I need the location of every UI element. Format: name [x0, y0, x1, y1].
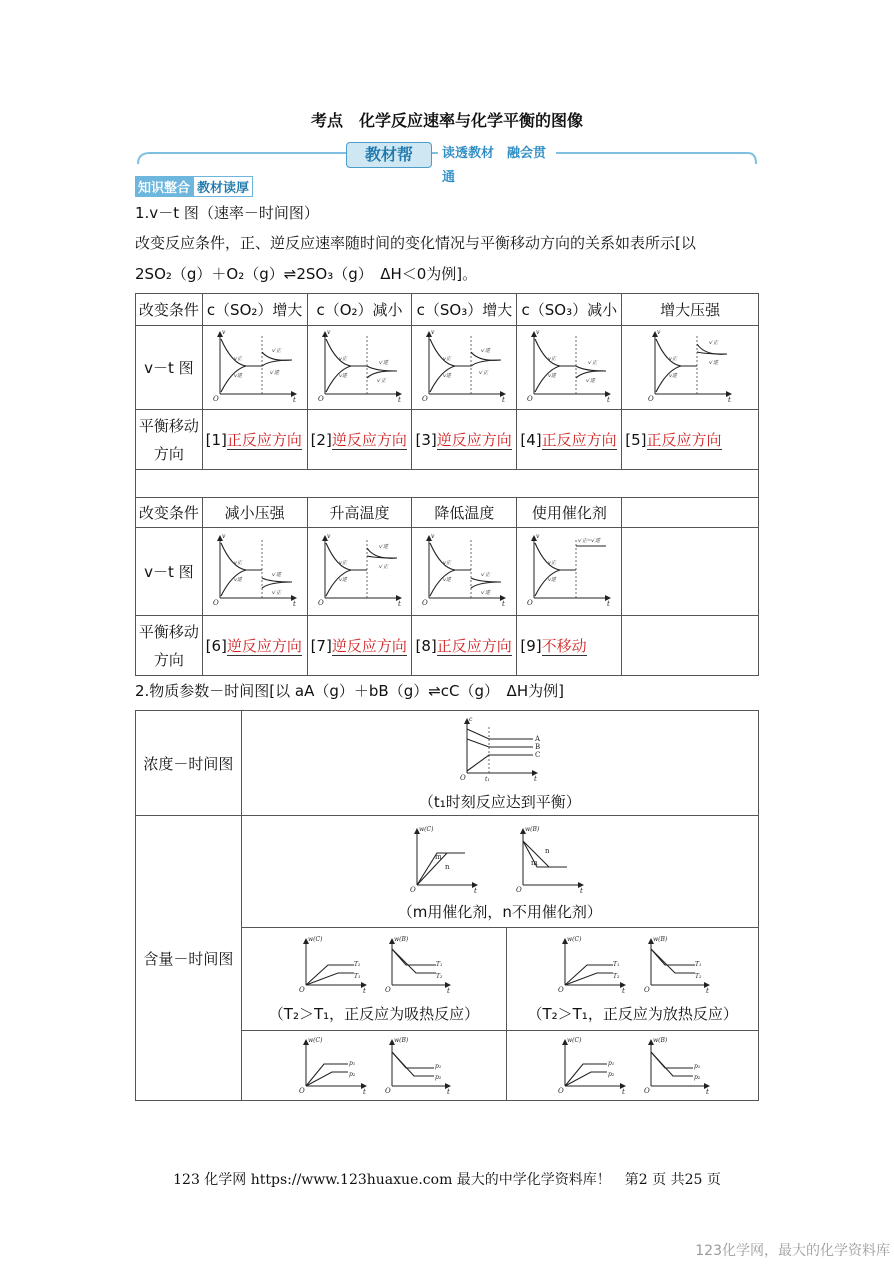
label-n: n	[444, 863, 450, 871]
curve-p2	[392, 1052, 434, 1076]
y-axis-label: v	[536, 328, 540, 336]
pressure-graphs-left	[294, 1034, 454, 1094]
origin-label: O	[557, 1086, 564, 1094]
section2-heading: 2.物质参数－时间图[以 aA（g）＋bB（g）⇌cC（g） ΔH为例]	[135, 682, 564, 700]
label-n: n	[544, 847, 550, 855]
curve-lower	[651, 949, 695, 973]
label-p1: p₁	[348, 1059, 356, 1067]
origin-label: O	[212, 394, 219, 403]
curve-lower	[392, 949, 436, 973]
v-reverse-curve	[326, 366, 367, 392]
y-axis-label: w(C)	[566, 935, 582, 943]
label-upper: T₂	[353, 960, 361, 968]
origin-label: O	[409, 886, 416, 893]
y-axis-label: w(C)	[307, 935, 323, 943]
label-p1: p₁	[693, 1062, 700, 1070]
y-axis-label: w(C)	[307, 1036, 323, 1044]
origin-label: O	[384, 985, 391, 993]
label-p2: p₂	[607, 1070, 614, 1078]
temperature-graphs-exothermic	[553, 935, 713, 993]
y-axis-label: v	[221, 328, 225, 336]
section1-intro-line1: 改变反应条件，正、逆反应速率随时间的变化情况与平衡移动方向的关系如表所示[以	[135, 234, 696, 252]
x-axis-label: t	[607, 599, 611, 608]
origin-label: O	[527, 394, 534, 403]
y-axis-label: v	[431, 328, 435, 336]
origin-label: O	[648, 394, 654, 403]
v-forward-new	[367, 370, 397, 377]
catalyst-graphs	[405, 821, 595, 893]
answer-cell: [1]正反应方向	[202, 410, 307, 470]
condition-cell: 升高温度	[307, 498, 412, 528]
x-axis-label: t	[502, 395, 506, 404]
catalyst-caption: （m用催化剂，n不用催化剂）	[397, 903, 602, 921]
v-forward-new	[471, 360, 501, 366]
v-reverse-new-label: v′逆	[378, 359, 388, 366]
v-reverse-curve	[221, 570, 262, 596]
vt-graph	[524, 532, 614, 608]
origin-label: O	[422, 598, 429, 607]
x-axis-label: t	[579, 887, 583, 893]
condition-cell: c（SO₃）增大	[412, 294, 517, 326]
label-lower: T₁	[353, 972, 361, 980]
y-axis-label: w(B)	[524, 826, 540, 833]
y-axis-label: v	[431, 532, 435, 540]
answer-text: 正反应方向	[646, 430, 722, 449]
answer-text: 逆反应方向	[436, 430, 512, 449]
row-label-content: 含量－时间图	[136, 816, 242, 1101]
v-forward-new-label: v′正	[588, 359, 598, 366]
answer-text: 正反应方向	[226, 430, 302, 449]
label-m: m	[434, 853, 442, 861]
empty-cell	[622, 616, 759, 676]
answer-cell: [2]逆反应方向	[307, 410, 412, 470]
answer-text: 逆反应方向	[331, 430, 407, 449]
v-forward-label: v正	[548, 355, 557, 362]
answer-cell: [8]正反应方向	[412, 616, 517, 676]
v-forward-new	[262, 582, 292, 588]
label-upper: T₁	[435, 960, 443, 968]
vt-graph-cell	[307, 528, 412, 616]
v-reverse-curve	[535, 570, 576, 596]
row-label-shift: 平衡移动 方向	[136, 410, 203, 470]
origin-label: O	[643, 1086, 650, 1094]
x-axis-label: t	[397, 395, 401, 404]
v-reverse-label: v逆	[548, 372, 557, 379]
v-reverse-label: v逆	[548, 576, 557, 583]
v-reverse-curve	[430, 366, 471, 392]
vt-graph	[645, 328, 735, 404]
condition-cell: c（SO₂）增大	[202, 294, 307, 326]
x-axis-label: t	[502, 599, 506, 608]
x-axis-label: t	[533, 774, 537, 783]
x-axis-label: t	[397, 599, 401, 608]
condition-cell: 增大压强	[622, 294, 759, 326]
vt-graph	[315, 532, 405, 608]
spacer-row	[136, 470, 759, 498]
x-axis-label: t	[705, 986, 709, 993]
curve-n	[417, 853, 447, 885]
watermark: 123化学网，最大的化学资料库	[695, 1243, 890, 1259]
v-reverse-new-label: v′逆	[481, 589, 491, 596]
row-label-graph: v－t 图	[136, 326, 203, 410]
section-banner	[136, 140, 758, 185]
curve-p1	[392, 1052, 434, 1068]
origin-label: O	[422, 394, 429, 403]
x-axis-label: t	[621, 1087, 625, 1094]
y-axis-label: v	[536, 532, 540, 540]
y-axis-label: v	[657, 328, 661, 336]
v-forward-label: v正	[548, 559, 557, 566]
answer-cell: [3]逆反应方向	[412, 410, 517, 470]
y-axis-label: w(C)	[566, 1036, 582, 1044]
endothermic-caption: （T₂＞T₁，正反应为吸热反应）	[268, 1004, 480, 1023]
label-B: B	[534, 742, 540, 751]
label-p2: p₂	[693, 1073, 700, 1081]
origin-label: O	[212, 598, 219, 607]
row-label-condition: 改变条件	[136, 498, 203, 528]
vt-graph	[419, 532, 509, 608]
x-axis-label: t	[607, 395, 611, 404]
tag-group	[135, 176, 253, 197]
banner-sub-label: 读透教材 融会贯通	[438, 142, 556, 166]
x-axis-label: t	[446, 986, 450, 993]
v-forward-new	[471, 578, 501, 582]
v-forward-label: v正	[338, 559, 347, 566]
vt-graph	[419, 328, 509, 404]
v-reverse-new	[262, 578, 292, 582]
v-reverse-label: v逆	[443, 372, 452, 379]
vt-graph-cell	[202, 326, 307, 410]
y-axis-label: w(C)	[418, 826, 434, 833]
x-axis-label: t	[621, 986, 625, 993]
condition-cell	[622, 498, 759, 528]
v-reverse-curve	[430, 570, 471, 596]
y-axis-label: c	[468, 715, 473, 723]
v-forward-label: v正	[233, 355, 242, 362]
pressure-graphs-right	[553, 1034, 713, 1094]
pressure-graph-cell-right	[507, 1031, 759, 1101]
origin-label: O	[384, 1086, 391, 1094]
y-axis-label: v	[221, 532, 225, 540]
section1-heading: 1.v－t 图（速率－时间图）	[135, 204, 319, 222]
label-upper: T₁	[694, 960, 702, 968]
banner-main-label: 教材帮	[346, 142, 432, 168]
v-reverse-label: v逆	[233, 576, 242, 583]
v-forward-new-label: v′正	[271, 589, 281, 596]
condition-cell: 减小压强	[202, 498, 307, 528]
v-forward-new-label: v′正	[479, 369, 489, 376]
curve-p1	[651, 1052, 693, 1068]
temperature-graph-cell-right	[507, 928, 759, 1031]
v-reverse-label: v逆	[338, 372, 347, 379]
vt-graph-cell	[622, 326, 759, 410]
origin-label: O	[298, 985, 305, 993]
row-label-shift: 平衡移动 方向	[136, 616, 203, 676]
condition-cell: c（O₂）减小	[307, 294, 412, 326]
concentration-graph-cell	[241, 711, 758, 816]
vt-graph	[210, 532, 300, 608]
label-p2: p₂	[434, 1073, 442, 1081]
answer-cell: [4]正反应方向	[517, 410, 622, 470]
answer-cell: [5]正反应方向	[622, 410, 759, 470]
v-reverse-new	[471, 582, 501, 588]
section1-intro-line2: 2SO₂（g）＋O₂（g）⇌2SO₃（g） ΔH＜0为例]。	[135, 265, 478, 283]
v-reverse-label: v逆	[669, 372, 677, 379]
catalyst-graph-cell	[241, 816, 758, 928]
x-axis-label: t	[292, 395, 296, 404]
row-label-condition: 改变条件	[136, 294, 203, 326]
vt-graph	[315, 328, 405, 404]
v-forward-label: v正	[669, 355, 677, 362]
label-upper: T₁	[612, 960, 620, 968]
answer-cell: [6]逆反应方向	[202, 616, 307, 676]
label-p1: p₁	[607, 1059, 614, 1067]
empty-cell	[622, 528, 759, 616]
curve-C	[467, 755, 533, 771]
param-time-table	[135, 710, 759, 1101]
x-axis-label: t	[362, 1087, 366, 1094]
answer-text: 正反应方向	[541, 430, 617, 449]
v-reverse-curve	[535, 366, 576, 392]
tag-knowledge: 知识整合	[135, 176, 193, 197]
v-forward-new-label: v′正	[378, 563, 388, 570]
page-title: 考点 化学反应速率与化学平衡的图像	[310, 111, 583, 130]
tag-textbook: 教材读厚	[193, 176, 253, 197]
label-p1: p₁	[434, 1062, 442, 1070]
y-axis-label: w(B)	[652, 935, 667, 943]
condition-cell: 使用催化剂	[517, 498, 622, 528]
origin-label: O	[643, 985, 650, 993]
label-C: C	[534, 750, 541, 759]
exothermic-caption: （T₂＞T₁，正反应为放热反应）	[527, 1004, 738, 1023]
vt-graph-cell	[202, 528, 307, 616]
answer-text: 逆反应方向	[331, 636, 407, 655]
origin-label: O	[515, 886, 522, 893]
origin-label: O	[317, 598, 324, 607]
curve-A	[467, 729, 533, 739]
v-forward-new	[576, 366, 606, 371]
y-axis-label: v	[326, 328, 330, 336]
x-axis-label: t	[292, 599, 296, 608]
temperature-graph-cell-left	[241, 928, 507, 1031]
v-reverse-label: v逆	[233, 372, 242, 379]
v-forward-new-label: v′正	[481, 571, 491, 578]
v-reverse-new	[367, 366, 397, 371]
v-reverse-new-label: v′逆	[378, 543, 388, 550]
x-axis-label: t	[446, 1087, 450, 1094]
label-m: m	[530, 859, 538, 867]
origin-label: O	[298, 1086, 305, 1094]
answer-text: 逆反应方向	[226, 636, 302, 655]
answer-text: 正反应方向	[436, 636, 512, 655]
v-reverse-new-label: v′逆	[586, 377, 596, 384]
condition-cell: c（SO₃）减小	[517, 294, 622, 326]
origin-label: O	[557, 985, 564, 993]
x-axis-label: t	[362, 986, 366, 993]
label-A: A	[534, 734, 540, 743]
answer-cell: [9]不移动	[517, 616, 622, 676]
vt-graph-cell	[517, 326, 622, 410]
page-footer: 123 化学网 https://www.123huaxue.com 最大的中学化学资料库！ 第2 页 共25 页	[173, 1172, 721, 1188]
curve-B	[467, 739, 533, 747]
x-axis-label: t	[728, 395, 731, 404]
origin-label: O	[317, 394, 324, 403]
vt-graph-cell	[307, 326, 412, 410]
v-forward-label: v正	[233, 559, 242, 566]
v-reverse-label: v逆	[443, 576, 452, 583]
v-forward-new-label: v′正	[271, 347, 281, 354]
temperature-graphs-endothermic	[294, 935, 454, 993]
label-lower: T₂	[612, 972, 620, 980]
v-reverse-new	[262, 360, 292, 366]
v-reverse-new-label: v′逆	[271, 571, 281, 578]
x-axis-label: t	[705, 1087, 709, 1094]
v-forward-label: v正	[443, 355, 452, 362]
y-axis-label: v	[326, 532, 330, 540]
v-reverse-curve	[326, 570, 367, 596]
concentration-caption: （t₁时刻反应达到平衡）	[418, 792, 581, 811]
answer-text: 不移动	[541, 636, 587, 655]
label-p2: p₂	[348, 1070, 356, 1078]
vt-graph	[524, 328, 614, 404]
condition-cell: 降低温度	[412, 498, 517, 528]
answer-cell: [7]逆反应方向	[307, 616, 412, 676]
v-reverse-new-label: v′逆	[709, 359, 719, 366]
pressure-graph-cell-left	[241, 1031, 507, 1101]
origin-label: O	[459, 773, 466, 782]
v-reverse-new-label: v′逆	[269, 369, 279, 376]
vt-graph-cell	[517, 528, 622, 616]
origin-label: O	[527, 598, 534, 607]
v-reverse-new-label: v′逆	[481, 347, 491, 354]
curve-p2	[651, 1052, 693, 1076]
curve-upper	[392, 949, 436, 965]
x-axis-label: t	[473, 887, 477, 893]
label-lower: T₂	[694, 972, 702, 980]
vt-graph-cell	[412, 326, 517, 410]
v-forward-label: v正	[443, 559, 452, 566]
v-reverse-curve	[221, 366, 262, 392]
y-axis-label: w(B)	[393, 1036, 409, 1044]
t1-label: t₁	[484, 775, 490, 783]
concentration-time-graph	[455, 715, 545, 785]
vt-table	[135, 293, 759, 676]
y-axis-label: w(B)	[393, 935, 409, 943]
vt-graph-cell	[412, 528, 517, 616]
y-axis-label: w(B)	[652, 1036, 667, 1044]
v-equal-label: v′正=v′逆	[578, 537, 601, 544]
v-forward-new-label: v′正	[376, 377, 386, 384]
vt-graph	[210, 328, 300, 404]
v-reverse-new	[576, 370, 606, 377]
v-reverse-curve	[656, 366, 697, 392]
v-forward-label: v正	[338, 355, 347, 362]
row-label-concentration: 浓度－时间图	[136, 711, 242, 816]
v-forward-new-label: v′正	[709, 339, 719, 346]
label-lower: T₂	[435, 972, 443, 980]
row-label-graph: v－t 图	[136, 528, 203, 616]
v-reverse-label: v逆	[338, 576, 347, 583]
curve-upper	[651, 949, 695, 965]
